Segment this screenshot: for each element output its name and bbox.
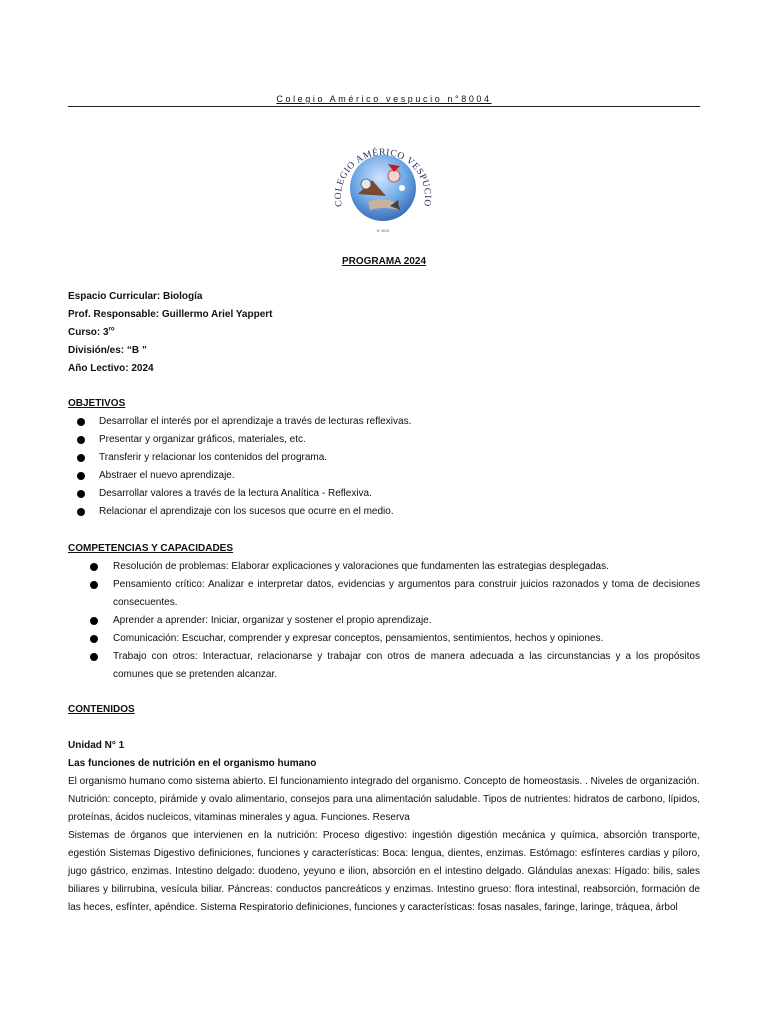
competencia-item: Trabajo con otros: Interactuar, relacionarse y trabajar con otros de manera adecuada a las circunstancias y a los propósitos comunes que se pretenden alcanzar. — [68, 648, 700, 684]
competencia-item: Resolución de problemas: Elaborar explicaciones y valoraciones que fundamenten las estrategias desplegadas. — [68, 558, 700, 576]
competencias-section — [68, 540, 700, 684]
page-header: Colegio Américo vespucio n°8004 — [276, 94, 492, 104]
competencias-title: COMPETENCIAS Y CAPACIDADES — [68, 543, 234, 554]
objetivo-item: Desarrollar el interés por el aprendizaje a través de lecturas reflexivas. — [68, 413, 700, 431]
profesor-responsable: Prof. Responsable: Guillermo Ariel Yappert — [68, 309, 273, 320]
competencia-item: Pensamiento crítico: Analizar e interpretar datos, evidencias y argumentos para construir juicios razonados y toma de decisiones consecuentes. — [68, 576, 700, 612]
curso — [68, 324, 700, 342]
objetivo-item: Desarrollar valores a través de la lectura Analítica - Reflexiva. — [68, 485, 700, 503]
objetivo-item: Abstraer el nuevo aprendizaje. — [68, 467, 700, 485]
objetivos-title: OBJETIVOS — [68, 398, 126, 409]
logo-sub-text: N° 8004 — [376, 229, 390, 233]
curso-text: Curso: 3 — [68, 327, 109, 338]
objetivos-section — [68, 395, 700, 521]
contenidos-title: CONTENIDOS — [68, 704, 135, 715]
competencia-item: Aprender a aprender: Iniciar, organizar y sostener el propio aprendizaje. — [68, 612, 700, 630]
anio-lectivo: Año Lectivo: 2024 — [68, 363, 154, 374]
competencia-item: Comunicación: Escuchar, comprender y expresar conceptos, pensamientos, sentimientos, hechos y opiniones. — [68, 630, 700, 648]
objetivo-item: Relacionar el aprendizaje con los sucesos que ocurre en el medio. — [68, 503, 700, 521]
curso-superscript: ro — [108, 326, 115, 333]
objetivo-item: Presentar y organizar gráficos, materiales, etc. — [68, 431, 700, 449]
course-info — [68, 288, 700, 378]
unidad-paragraph: Nutrición: concepto, pirámide y ovalo alimentario, consejos para una alimentación saludable. Tipos de nutrientes: hidratos de carbono, lípidos, proteínas, ácidos nucleicos, vitaminas minerales y agua. Funciones. Reserva — [68, 794, 700, 823]
school-logo — [328, 136, 438, 236]
unidad-paragraph: El organismo humano como sistema abierto. El funcionamiento integrado del organismo. Concepto de homeostasis. . Niveles de organización. — [68, 776, 700, 787]
espacio-curricular: Espacio Curricular: Biología — [68, 291, 203, 302]
unidad-subtitle: Las funciones de nutrición en el organismo humano — [68, 758, 317, 769]
program-title: PROGRAMA 2024 — [341, 256, 427, 267]
unidad-title: Unidad N° 1 — [68, 740, 125, 751]
unidad-1-section — [68, 737, 700, 917]
logo-arc-text: COLEGIO AMÉRICO VESPUCIO — [333, 147, 433, 208]
objetivo-item: Transferir y relacionar los contenidos del programa. — [68, 449, 700, 467]
school-logo-seal — [328, 136, 438, 236]
header-divider — [68, 106, 700, 107]
division: División/es: “B ” — [68, 345, 147, 356]
competencias-list — [68, 558, 700, 684]
unidad-paragraph: Sistemas de órganos que intervienen en la nutrición: Proceso digestivo: ingestión digestión mecánica y química, absorción transporte, egestión Sistemas Digestivo definiciones, funciones y características: Boca: lengua, dientes, enzimas. Estómago: esfínteres cardias y píloro, jugo gástrico, enzimas. Intestino delgado: duodeno, yeyuno e ilion, absorción en el intestino delgado. Glándulas anexas: Hígado: bilis, sales biliares y bilirrubina, vesícula biliar. Páncreas: conductos pancreáticos y enzimas. Intestino grueso: flora intestinal, reabsorción, formación de las heces, esfínter, apéndice. Sistema Respiratorio definiciones, funciones y características: fosas nasales, faringe, laringe, tráquea, árbol — [68, 830, 700, 913]
objetivos-list — [68, 413, 700, 521]
